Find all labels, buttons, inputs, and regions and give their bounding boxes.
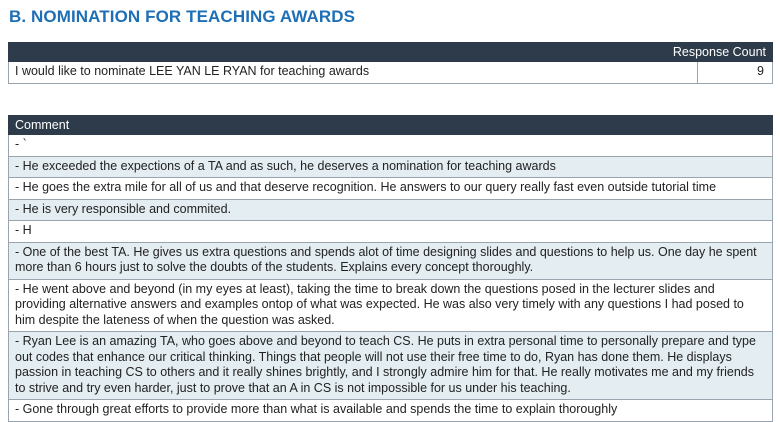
comment-table — [8, 115, 773, 422]
comment-text: - H — [9, 221, 773, 243]
comment-header-row — [9, 116, 773, 135]
comment-row — [9, 279, 773, 332]
comment-row — [9, 332, 773, 400]
summary-header-row — [9, 43, 773, 62]
comment-text: - He is very responsible and commited. — [9, 199, 773, 221]
comment-row — [9, 242, 773, 279]
comment-row — [9, 199, 773, 221]
response-count-value: 9 — [698, 62, 773, 84]
section-title: B. NOMINATION FOR TEACHING AWARDS — [9, 7, 356, 26]
comment-text: - Gone through great efforts to provide more than what is available and spends the time to explain thoroughly — [9, 400, 773, 422]
comment-text: - He goes the extra mile for all of us and that deserve recognition. He answers to our query really fast even outside tutorial time — [9, 178, 773, 200]
comment-text: - He went above and beyond (in my eyes at least), taking the time to break down the questions posed in the lecturer slides and providing alternative answers and examples ontop of what was expected. He was also very timely with any questions I had posed to him despite the lateness of when the question was asked. — [9, 279, 773, 332]
comment-row — [9, 178, 773, 200]
comment-row — [9, 400, 773, 422]
comment-row — [9, 135, 773, 157]
summary-table — [8, 42, 773, 84]
comment-text: - ` — [9, 135, 773, 157]
comment-row — [9, 156, 773, 178]
comment-text: - Ryan Lee is an amazing TA, who goes above and beyond to teach CS. He puts in extra personal time to personally prepare and type out codes that enhance our critical thinking. Things that people will not use their free time to do, Ryan has done them. He displays passion in teaching CS to others and it really shines brightly, and I strongly admire him for that. He really motivates me and my friends to strive and try even harder, just to prove that an A in CS is not impossible for us under his teaching. — [9, 332, 773, 400]
summary-row — [9, 62, 773, 84]
comment-text: - He exceeded the expections of a TA and as such, he deserves a nomination for teaching awards — [9, 156, 773, 178]
comment-header: Comment — [9, 116, 773, 135]
comment-row — [9, 221, 773, 243]
nomination-question: I would like to nominate LEE YAN LE RYAN for teaching awards — [9, 62, 698, 84]
response-count-header: Response Count — [9, 43, 773, 62]
comment-text: - One of the best TA. He gives us extra questions and spends alot of time designing slides and questions to help us. One day he spent more than 6 hours just to solve the doubts of the students. Explains every concept thoroughly. — [9, 242, 773, 279]
